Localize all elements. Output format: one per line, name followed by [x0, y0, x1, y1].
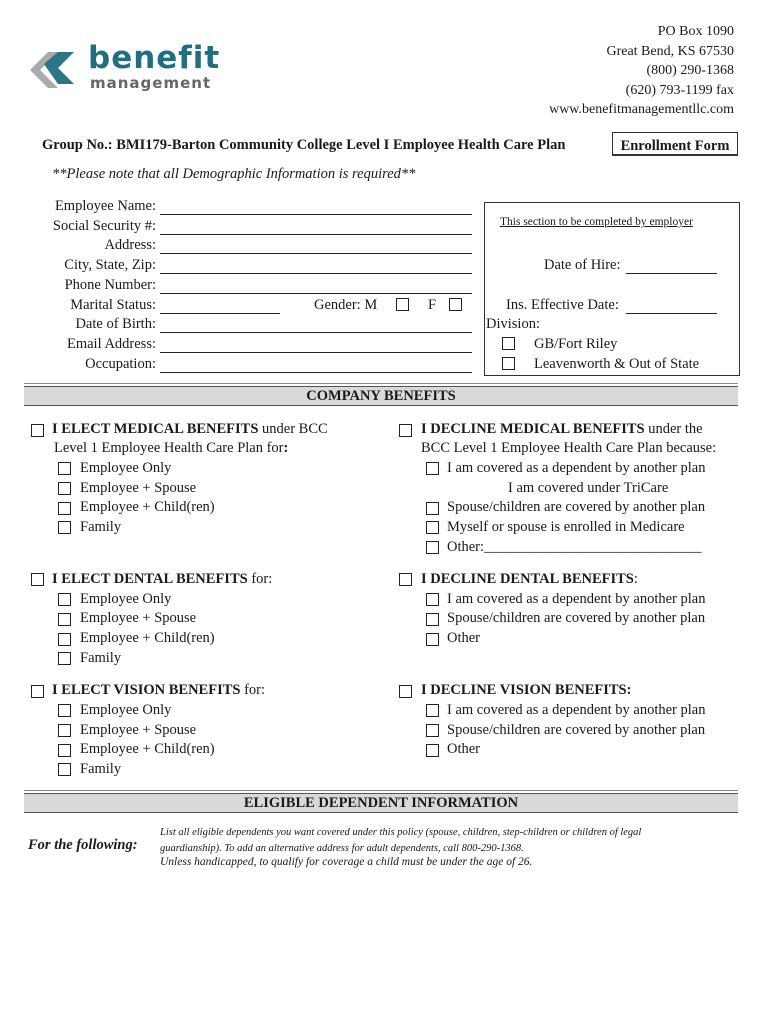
company-address: [549, 22, 734, 120]
instructions-line: guardianship). To add an alternative address for adult dependents, call 800-290-1368.: [160, 843, 524, 854]
division-option: Leavenworth & Out of State: [534, 356, 700, 372]
checkbox[interactable]: [58, 502, 71, 515]
occupation-field[interactable]: [160, 372, 472, 373]
logo-wordmark: benefit: [88, 40, 221, 76]
option-label: Employee + Child(ren): [80, 499, 215, 515]
option-label: Myself or spouse is enrolled in Medicare: [447, 519, 685, 535]
checkbox[interactable]: [426, 593, 439, 606]
required-note: **Please note that all Demographic Information is required**: [52, 166, 416, 182]
option-label: Spouse/children are covered by another plan: [447, 722, 706, 738]
ssn-field[interactable]: [160, 234, 472, 235]
checkbox[interactable]: [426, 613, 439, 626]
instructions-line: List all eligible dependents you want covered under this policy (spouse, children, step-children or children of legal: [160, 827, 642, 838]
option-label: Spouse/children are covered by another plan: [447, 499, 706, 515]
decline-medical-label: I DECLINE MEDICAL BENEFITS under the: [421, 421, 703, 437]
elect-dental-label: I ELECT DENTAL BENEFITS for:: [52, 571, 273, 587]
decline-medical-checkbox[interactable]: [399, 424, 412, 437]
marital-field[interactable]: [160, 313, 280, 314]
checkbox[interactable]: [426, 704, 439, 717]
option-label: Other: [447, 741, 481, 757]
division-gb-checkbox[interactable]: [502, 337, 515, 350]
city-field[interactable]: [160, 273, 472, 274]
dob-field[interactable]: [160, 332, 472, 333]
employee-name-label: Employee Name:: [54, 198, 156, 214]
elect-vision-checkbox[interactable]: [31, 685, 44, 698]
division-label: Division:: [486, 316, 540, 332]
checkbox[interactable]: [426, 521, 439, 534]
option-label: Other:______________________________: [447, 539, 702, 555]
checkbox[interactable]: [58, 704, 71, 717]
phone-label: Phone Number:: [64, 277, 156, 293]
occupation-label: Occupation:: [85, 356, 156, 372]
option-label: Employee + Spouse: [80, 480, 197, 496]
elect-medical-plan: Level 1 Employee Health Care Plan for:: [54, 440, 289, 456]
divider: [24, 383, 738, 384]
checkbox[interactable]: [58, 482, 71, 495]
checkbox[interactable]: [426, 502, 439, 515]
company-benefits-heading: COMPANY BENEFITS: [24, 386, 738, 406]
email-field[interactable]: [160, 352, 472, 353]
address-line: (800) 290-1368: [646, 63, 734, 79]
decline-dental-checkbox[interactable]: [399, 573, 412, 586]
elect-medical-label: I ELECT MEDICAL BENEFITS under BCC: [52, 421, 328, 437]
option-label: Other: [447, 630, 481, 646]
checkbox[interactable]: [58, 613, 71, 626]
company-logo: [24, 40, 224, 102]
divider: [612, 154, 738, 156]
decline-dental-label: I DECLINE DENTAL BENEFITS:: [421, 571, 638, 587]
city-label: City, State, Zip:: [64, 257, 156, 273]
address-field[interactable]: [160, 253, 472, 254]
gender-m-checkbox[interactable]: [396, 298, 409, 311]
employee-name-field[interactable]: [160, 214, 472, 215]
checkbox[interactable]: [426, 541, 439, 554]
checkbox[interactable]: [58, 462, 71, 475]
division-option: GB/Fort Riley: [534, 336, 618, 352]
logo-subtext: management: [90, 74, 212, 92]
ssn-label: Social Security #:: [52, 218, 156, 234]
option-label: Employee + Child(ren): [80, 630, 215, 646]
option-label: I am covered as a dependent by another plan: [447, 702, 706, 718]
option-label: Employee Only: [80, 702, 172, 718]
elect-vision-label: I ELECT VISION BENEFITS for:: [52, 682, 266, 698]
gender-f-checkbox[interactable]: [449, 298, 462, 311]
date-of-hire-label: Date of Hire:: [544, 257, 621, 273]
date-of-hire-field[interactable]: [626, 273, 717, 274]
checkbox[interactable]: [58, 593, 71, 606]
ins-date-field[interactable]: [626, 313, 717, 314]
option-label: Spouse/children are covered by another plan: [447, 610, 706, 626]
elect-medical-checkbox[interactable]: [31, 424, 44, 437]
divider: [24, 790, 738, 791]
group-title: Group No.: BMI179-Barton Community College Level I Employee Health Care Plan: [42, 137, 566, 153]
gender-label: Gender: M: [314, 297, 378, 313]
employer-note: This section to be completed by employer: [500, 216, 693, 228]
decline-vision-checkbox[interactable]: [399, 685, 412, 698]
checkbox[interactable]: [58, 744, 71, 757]
checkbox[interactable]: [426, 744, 439, 757]
option-label: Family: [80, 519, 122, 535]
for-following-label: For the following:: [28, 837, 138, 853]
option-label: Employee + Spouse: [80, 610, 197, 626]
marital-label: Marital Status:: [70, 297, 156, 313]
gender-f-label: F: [428, 297, 437, 313]
website-link[interactable]: www.benefitmanagementllc.com: [549, 102, 734, 118]
option-label: Employee + Spouse: [80, 722, 197, 738]
phone-field[interactable]: [160, 293, 472, 294]
checkbox[interactable]: [58, 724, 71, 737]
option-label: I am covered as a dependent by another plan: [447, 460, 706, 476]
decline-vision-label: I DECLINE VISION BENEFITS:: [421, 682, 632, 698]
checkbox[interactable]: [426, 633, 439, 646]
option-label: I am covered as a dependent by another plan: [447, 591, 706, 607]
address-line: (620) 793-1199 fax: [625, 82, 734, 98]
age-note: Unless handicapped, to qualify for coverage a child must be under the age of 26.: [160, 856, 533, 868]
division-lv-checkbox[interactable]: [502, 357, 515, 370]
address-label: Address:: [104, 237, 156, 253]
eligible-dependent-heading: ELIGIBLE DEPENDENT INFORMATION: [24, 793, 738, 813]
checkbox[interactable]: [58, 763, 71, 776]
option-label: Family: [80, 650, 122, 666]
option-label: Employee + Child(ren): [80, 741, 215, 757]
option-label: Employee Only: [80, 460, 172, 476]
checkbox[interactable]: [58, 633, 71, 646]
eligible-instructions: [160, 825, 720, 857]
logo-chevron-icon: [24, 40, 84, 100]
checkbox[interactable]: [58, 521, 71, 534]
address-line: PO Box 1090: [657, 24, 734, 39]
checkbox[interactable]: [58, 652, 71, 665]
decline-medical-plan: BCC Level 1 Employee Health Care Plan because:: [421, 440, 717, 456]
ins-date-label: Ins. Effective Date:: [506, 297, 619, 313]
elect-dental-checkbox[interactable]: [31, 573, 44, 586]
email-label: Email Address:: [66, 336, 156, 352]
tricare-label: I am covered under TriCare: [508, 480, 669, 496]
checkbox[interactable]: [426, 462, 439, 475]
option-label: Employee Only: [80, 591, 172, 607]
option-label: Family: [80, 761, 122, 777]
address-line: Great Bend, KS 67530: [606, 43, 734, 59]
checkbox[interactable]: [426, 724, 439, 737]
dob-label: Date of Birth:: [75, 316, 156, 332]
form-title: Enrollment Form: [612, 132, 738, 156]
